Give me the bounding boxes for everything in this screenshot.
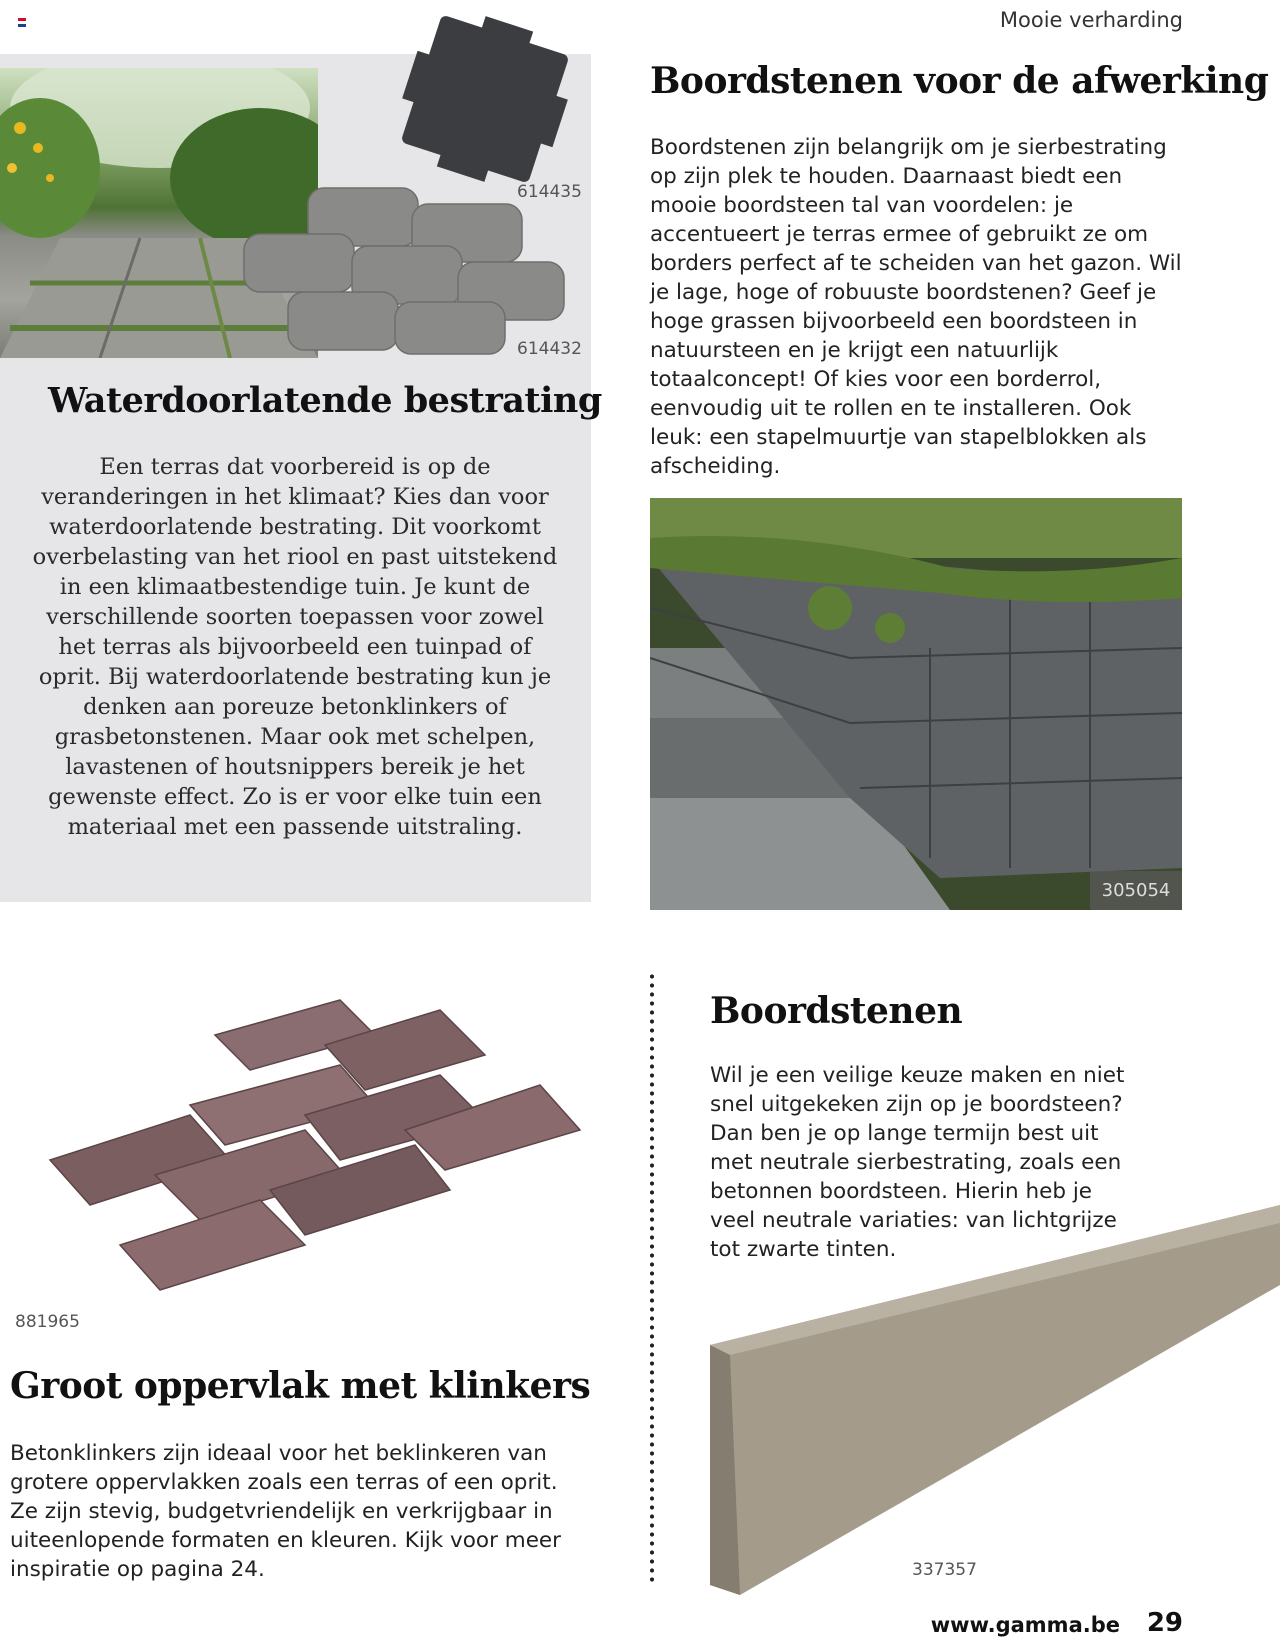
dotted-divider [650,972,654,1584]
finishing-body: Boordstenen zijn belangrijk om je sierbestrating op zijn plek te houden. Daarnaast biedt een mooie boordsteen tal van voordelen: je accentueert je terras ermee of gebruikt ze om borders perfect af te scheiden van het gazon. Wil je lage, hoge of robuuste boordstenen? Geef je hoge grassen bijvoorbeeld een boordsteen in natuursteen en je krijgt een natuurlijk totaalconcept! Of kies voor een borderrol, eenvoudig uit te rollen en te installeren. Ook leuk: een stapelmuurtje van stapelblokken als afscheiding. [650,135,1182,479]
product-code: 614435 [517,182,582,202]
finishing-title: Boordstenen voor de afwerking [650,60,1269,102]
photo-code-badge: 305054 [1090,871,1182,910]
kerbs-title: Boordstenen [710,990,963,1032]
permeable-pavers-image [240,186,570,356]
clinkers-body: Betonklinkers zijn ideaal voor het beklinkeren van grotere oppervlakken zoals een terras of een oprit. Ze zijn stevig, budgetvriendelijk en verkrijgbaar in uiteenlopende formaten en kleuren. Kijk voor meer inspiratie op pagina 24. [10,1441,562,1582]
flag-icon [18,18,26,27]
concrete-clinker-image [40,990,600,1320]
product-code: 614432 [517,339,582,359]
dark-grass-tile-image [400,14,570,184]
website-link[interactable]: www.gamma.be [930,1613,1120,1637]
permeable-title: Waterdoorlatende bestrating [48,380,602,421]
concrete-kerb-image [700,1205,1280,1595]
clinkers-title: Groot oppervlak met klinkers [10,1365,591,1407]
kerbs-body: Wil je een veilige keuze maken en niet snel uitgekeken zijn op je boordsteen? Dan ben je op lange termijn best uit met neutrale sierbestrating, zoals een betonnen boordsteen. Hierin heb je veel neutrale variaties: van lichtgrijze tot zwarte tinten. [710,1063,1125,1262]
page-number: 29 [1146,1608,1183,1638]
product-code: 337357 [912,1560,977,1580]
permeable-body: Een terras dat voorbereid is op de veranderingen in het klimaat? Kies dan voor waterdoorlatende bestrating. Dit voorkomt overbelasting van het riool en past uitstekend in een klimaatbestendige tuin. Je kunt de verschillende soorten toepassen voor zowel het terras als bijvoorbeeld een tuinpad of oprit. Bij waterdoorlatende bestrating kun je denken aan poreuze betonklinkers of grasbetonstenen. Maar ook met schelpen, lavastenen of houtsnippers bereik je het gewenste effect. Zo is er voor elke tuin een materiaal met een passende uitstraling. [32,454,558,840]
section-title: Mooie verharding [999,8,1183,32]
stacked-wall-photo [650,498,1182,910]
product-code: 881965 [15,1312,80,1332]
